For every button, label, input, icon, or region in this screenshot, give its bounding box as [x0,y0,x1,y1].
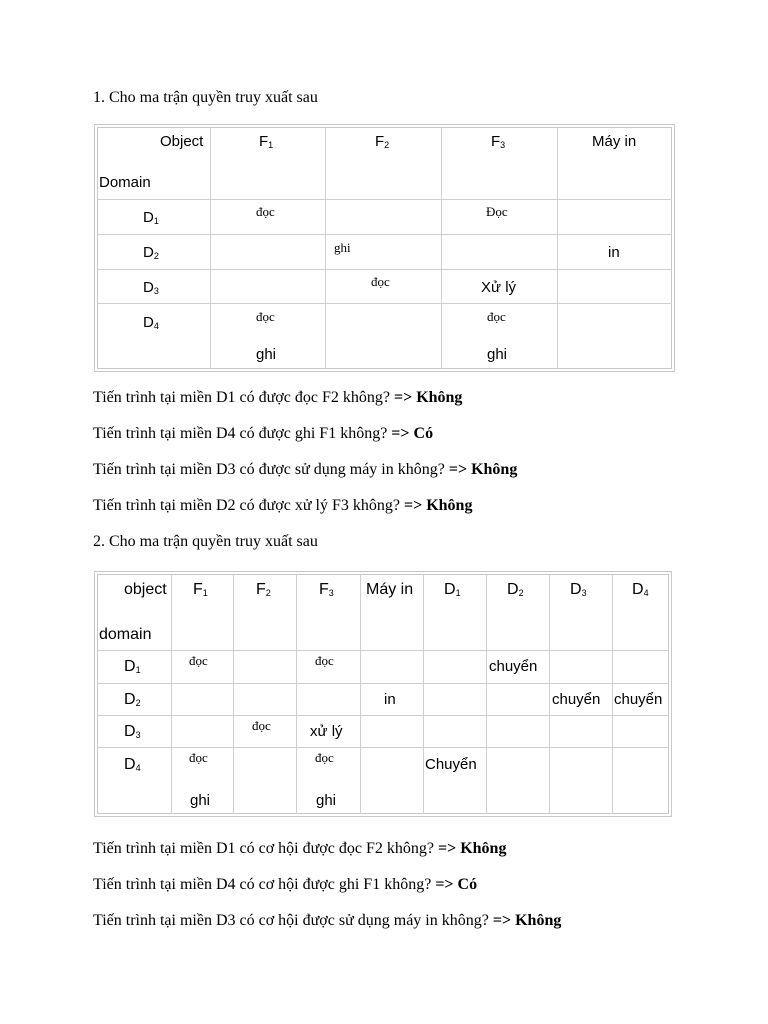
table2-cell-d3-f3: xử lý [310,723,343,740]
table1-cell-d4-f3-b: ghi [487,346,508,363]
table2-col-f1: $F_1$ [193,581,208,598]
table1-cell-d1-f1: đọc [256,204,275,219]
table2-row-d4: $D_4$ [124,756,141,773]
table1-cell-d4-f1-a: đọc [256,309,275,324]
table2-cell-d1-d2: chuyển [489,658,538,675]
section2-question-1: Tiến trình tại miền D1 có cơ hội được đọc F2 không? => Không [93,840,507,857]
table2-cell-d4-f3-a: đọc [315,750,334,765]
table2-cell-d1-f3: đọc [315,653,334,668]
table1-col-f1: $F_1$ [259,133,274,150]
table2-col-d1: $D_1$ [444,581,461,598]
table1-cell-d3-f3: Xử lý [481,279,517,296]
table1-col-f3: $F_3$ [491,133,506,150]
table1-cell-d2-mayin: in [608,244,620,261]
table2-col-f3: $F_3$ [319,581,334,598]
table1-cell-d4-f3-a: đọc [487,309,506,324]
table2-col-d2: $D_2$ [507,581,524,598]
table2-col-mayin: Máy in [366,581,414,598]
table2-corner-domain: domain [99,626,152,643]
table2-corner-object: object [124,581,167,598]
table2-cell-d2-mayin: in [384,691,396,708]
table2-cell-d4-d1: Chuyển [425,756,477,773]
section1-heading: 1. Cho ma trận quyền truy xuất sau [93,89,318,106]
table2-row-d1: $D_1$ [124,658,141,675]
table2-cell-d2-d4: chuyển [614,691,663,708]
section1-question-1: Tiến trình tại miền D1 có được đọc F2 không? => Không [93,389,463,406]
table2-cell-d4-f3-b: ghi [316,792,337,809]
table1-corner-domain: Domain [99,174,151,191]
table2-cell-d1-f1: đọc [189,653,208,668]
table2-cell-d2-d3: chuyển [552,691,601,708]
table2-col-f2: $F_2$ [256,581,271,598]
table1-row-d1: $D_1$ [143,209,159,226]
table1-row-d2: $D_2$ [143,244,159,261]
table2-col-d3: $D_3$ [570,581,587,598]
table1-cell-d1-f3: Đọc [486,204,508,219]
section1-question-3: Tiến trình tại miền D3 có được sử dụng máy in không? => Không [93,461,518,478]
section2-question-3: Tiến trình tại miền D3 có cơ hội được sử dụng máy in không? => Không [93,912,562,929]
table1-col-f2: $F_2$ [375,133,390,150]
table2-row-d3: $D_3$ [124,723,141,740]
table2-col-d4: $D_4$ [632,581,649,598]
table2-cell-d4-f1-a: đọc [189,750,208,765]
table2-cell-d4-f1-b: ghi [190,792,211,809]
section2-question-2: Tiến trình tại miền D4 có cơ hội được ghi F1 không? => Có [93,876,478,893]
section2-heading: 2. Cho ma trận quyền truy xuất sau [93,533,318,550]
section1-question-2: Tiến trình tại miền D4 có được ghi F1 không? => Có [93,425,434,442]
table1-row-d3: $D_3$ [143,279,159,296]
table1-cell-d4-f1-b: ghi [256,346,277,363]
table1-col-mayin: Máy in [592,133,637,150]
table2-cell-d3-f2: đọc [252,718,271,733]
section1-question-4: Tiến trình tại miền D2 có được xử lý F3 không? => Không [93,497,473,514]
table1-cell-d2-f2: ghi [334,240,351,255]
table1-corner-object: Object [160,133,204,150]
table1-row-d4: $D_4$ [143,314,159,331]
table1-cell-d3-f2: đọc [371,274,390,289]
table2-row-d2: $D_2$ [124,691,141,708]
